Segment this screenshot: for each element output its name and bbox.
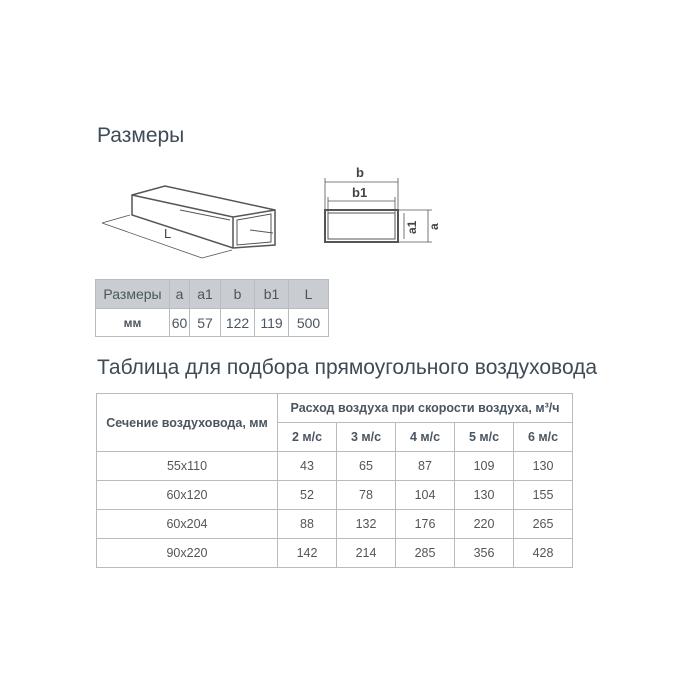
value-cell: 500 [289, 309, 329, 337]
duct-diagram [90, 160, 460, 270]
unit-cell: мм [96, 309, 170, 337]
selection-title: Таблица для подбора прямоугольного воздуховода [97, 356, 598, 379]
value-cell: 60 [170, 309, 190, 337]
airflow-cell: 104 [396, 481, 455, 510]
table-row [97, 481, 573, 510]
airflow-cell: 428 [514, 539, 573, 568]
airflow-cell: 52 [278, 481, 337, 510]
airflow-cell: 65 [337, 452, 396, 481]
airflow-cell: 142 [278, 539, 337, 568]
table-row [97, 452, 573, 481]
section-header: Сечение воздуховода, мм [97, 394, 278, 452]
header-cell: L [289, 280, 329, 309]
speed-header: 5 м/с [455, 423, 514, 452]
airflow-cell: 176 [396, 510, 455, 539]
value-cell: 57 [190, 309, 221, 337]
airflow-cell: 109 [455, 452, 514, 481]
header-cell: a [170, 280, 190, 309]
speed-header: 4 м/с [396, 423, 455, 452]
table-row [97, 510, 573, 539]
section-cell: 90x220 [97, 539, 278, 568]
header-cell: Размеры [96, 280, 170, 309]
airflow-cell: 214 [337, 539, 396, 568]
table-row [97, 539, 573, 568]
value-cell: 122 [221, 309, 255, 337]
b1-label: b1 [352, 185, 368, 200]
airflow-cell: 285 [396, 539, 455, 568]
airflow-cell: 132 [337, 510, 396, 539]
speed-header: 6 м/с [514, 423, 573, 452]
header-cell: b1 [255, 280, 289, 309]
airflow-cell: 78 [337, 481, 396, 510]
a1-label: a1 [405, 220, 419, 234]
b-label: b [356, 165, 364, 180]
speed-header: 3 м/с [337, 423, 396, 452]
airflow-cell: 220 [455, 510, 514, 539]
header-cell: b [221, 280, 255, 309]
length-label: L [164, 226, 172, 241]
value-cell: 119 [255, 309, 289, 337]
header-cell: a1 [190, 280, 221, 309]
airflow-cell: 87 [396, 452, 455, 481]
section-cell: 60x204 [97, 510, 278, 539]
speed-header: 2 м/с [278, 423, 337, 452]
section-cell: 60x120 [97, 481, 278, 510]
airflow-cell: 88 [278, 510, 337, 539]
airflow-cell: 265 [514, 510, 573, 539]
airflow-cell: 130 [514, 452, 573, 481]
sizes-table [95, 279, 329, 337]
airflow-cell: 43 [278, 452, 337, 481]
a-label: a [427, 223, 441, 230]
sizes-title: Размеры [97, 124, 185, 147]
airflow-cell: 130 [455, 481, 514, 510]
section-cell: 55x110 [97, 452, 278, 481]
airflow-cell: 356 [455, 539, 514, 568]
airflow-cell: 155 [514, 481, 573, 510]
airflow-group-header: Расход воздуха при скорости воздуха, м³/ч [278, 394, 573, 423]
selection-table [96, 393, 573, 568]
